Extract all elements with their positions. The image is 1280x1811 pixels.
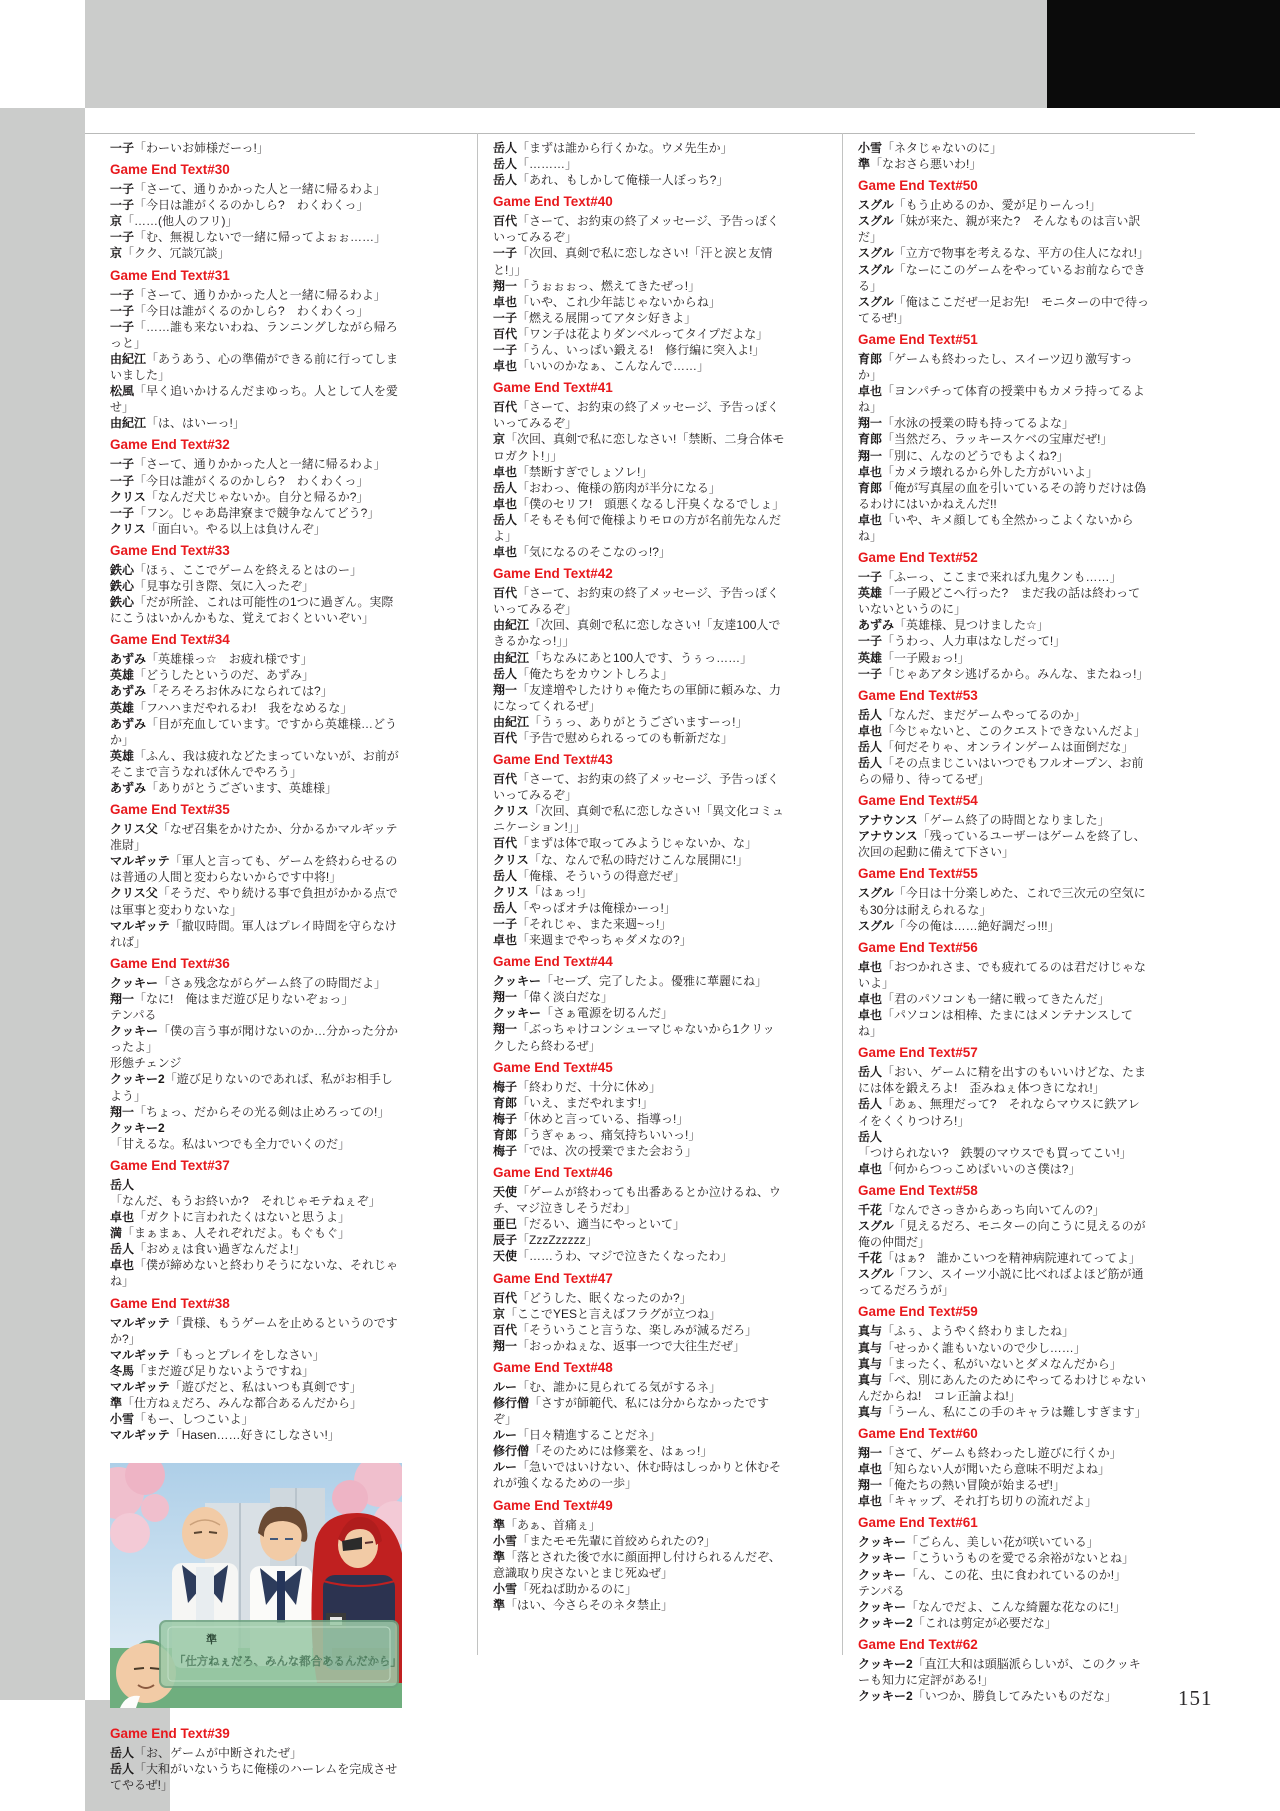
dialogue-line: 由紀江「次回、真剣で私に恋しなさい!「友達100人できるかなっ!」」	[493, 618, 781, 649]
dialogue-line: 京「次回、真剣で私に恋しなさい!「禁断、二身合体モロガクト!」」	[493, 432, 785, 463]
dialogue-line: クリス「なんだ犬じゃないか。自分と帰るか?」	[110, 489, 369, 504]
dialogue-line: 卓也「君のパソコンも一緒に戦ってきたんだ」	[858, 991, 1110, 1006]
dialogue-line: スグル「フン、スイーツ小説に比べればよほど筋が通ってるだろうが」	[858, 1267, 1144, 1298]
dialogue-line: 翔一「水泳の授業の時も持ってるよな」	[858, 416, 1075, 431]
entry-header: Game End Text#40	[493, 194, 613, 210]
dialogue-line: 翔一「俺たちの熱い冒険が始まるぜ!」	[858, 1478, 1065, 1493]
dialogue-line: クッキー「ごらん、美しい花が咲いている」	[858, 1535, 1099, 1550]
dialogue-line: クリス「はぁっ!」	[493, 884, 593, 899]
dialogue-line: クッキー2「いつか、勝負してみたいものだな」	[858, 1689, 1117, 1704]
dialogue-line: 梅子「終わりだ、十分に休め」	[493, 1079, 662, 1094]
dialogue-line: 由紀江「ちなみにあと100人です、うぅっ……」	[493, 650, 753, 665]
dialogue-line: 卓也「パソコンは相棒、たまにはメンテナンスしてね」	[858, 1008, 1133, 1039]
dialogue-line: スグル「今日は十分楽しめた、これで三次元の空気にも30分は耐えられるな」	[858, 886, 1146, 917]
entry-header: Game End Text#52	[858, 550, 978, 566]
dialogue-line: 一子「今日は誰がくるのかしら? わくわくっ」	[110, 303, 369, 318]
dialogue-line: 一子「次回、真剣で私に恋しなさい!「汗と涙と友情と!」」	[493, 246, 773, 277]
dialogue-line: あずみ「英雄様っ☆ お疲れ様です」	[110, 652, 313, 667]
text-column-3	[858, 140, 1150, 1704]
dialogue-line: クッキー2「甘えるな。私はいつでも全力でいくのだ」	[110, 1120, 351, 1151]
dialogue-line: クッキー「僕の言う事が聞けないのか…分かった分かったよ」	[110, 1024, 399, 1055]
entry-header: Game End Text#43	[493, 752, 613, 768]
page-margin-left	[0, 108, 85, 1700]
dialogue-line: 英雄「フハハまだやれるわ! 我をなめるな」	[110, 700, 353, 715]
entry-header: Game End Text#33	[110, 542, 230, 558]
dialogue-line: クッキー「さぁ電源を切るんだ」	[493, 1006, 674, 1021]
dialogue-line: 育郎「いえ、まだやれます!」	[493, 1095, 654, 1110]
entry-header: Game End Text#31	[110, 267, 230, 283]
entry-header: Game End Text#39	[110, 1726, 230, 1742]
dialogue-line: 英雄「一子殿どこへ行った? まだ我の話は終わっていないというのに」	[858, 586, 1141, 617]
column-divider	[477, 133, 478, 1655]
dialogue-line: 京「……(他人のフリ)」	[110, 214, 238, 229]
dialogue-line: 卓也「僕が締めないと終わりそうにないな、それじゃね」	[110, 1258, 399, 1289]
dialogue-line: あずみ「そろそろお休みになられては?」	[110, 684, 333, 699]
dialogue-line: 亜巳「だるい、適当にやっといて」	[493, 1217, 686, 1232]
dialogue-line: 一子「……誰も来ないわね、ランニングしながら帰ろっと」	[110, 319, 398, 350]
dialog-text: 「仕方ねぇだろ、みんな都合あるんだから」	[174, 1656, 402, 1669]
dialogue-line: 育郎「俺が写真屋の血を引いているその誇りだけは偽るわけにはいかねえんだ!!	[858, 480, 1147, 511]
dialogue-line: 翔一「なに! 俺はまだ遊び足りないぞぉっ」	[110, 991, 354, 1006]
dialogue-line: クッキー2「直江大和は頭脳派らしいが、このクッキーも知力に定評がある!」	[858, 1656, 1141, 1688]
dialogue-line: 百代「予告で慰められるってのも斬新だな」	[493, 731, 734, 745]
dialogue-line: アナウンス「残っているユーザーはゲームを終了し、次回の起動に備えて下さい」	[858, 829, 1146, 860]
dialogue-line: 卓也「いや、これ少年誌じゃないからね」	[493, 294, 721, 309]
dialogue-line: 真与「ふぅ、ようやく終わりましたね」	[858, 1324, 1075, 1339]
dialogue-line: 岳人「なんだ、もうお終いか? それじゃモテねぇぞ」	[110, 1177, 381, 1208]
dialogue-line: 卓也「キャップ、それ打ち切りの流れだよ」	[858, 1494, 1098, 1509]
dialogue-line: クッキー「さぁ残念ながらゲーム終了の時間だよ」	[110, 975, 387, 990]
dialogue-line: 一子「フン。じゃあ島津寮まで競争なんてどう?」	[110, 505, 380, 520]
dialogue-line: 一子「今日は誰がくるのかしら? わくわくっ」	[110, 473, 369, 488]
dialogue-line: 梅子「では、次の授業でまた会おう」	[493, 1143, 698, 1158]
dialogue-line: 由紀江「あうあう、心の準備ができる前に行ってしまいました」	[110, 351, 399, 383]
dialogue-line: 真与「うーん、私にこの手のキャラは難しすぎます」	[858, 1404, 1147, 1419]
dialogue-line: スグル「なーにこのゲームをやっているお前ならできる」	[858, 262, 1146, 293]
dialogue-line: 由紀江「うぅっ、ありがとうございますーっ!」	[493, 714, 748, 729]
dialogue-line: 千花「なんでさっきからあっち向いてんの?」	[858, 1202, 1105, 1217]
entry-header: Game End Text#44	[493, 954, 613, 970]
dialogue-line: クッキー「ん、この花、虫に食われているのか!」	[858, 1567, 1127, 1582]
entry-header: Game End Text#32	[110, 437, 230, 453]
dialogue-line: 一子「それじゃ、また来週~っ!」	[493, 916, 672, 931]
dialogue-line: 百代「ワン子は花よりダンベルってタイプだよな」	[493, 326, 769, 341]
dialogue-line: クッキー「セーブ、完了したよ。優雅に華麗にね」	[493, 974, 767, 989]
dialogue-line: あずみ「目が充血しています。ですから英雄様…どうか」	[110, 716, 398, 747]
dialogue-line: 岳人「何だそりゃ、オンラインゲームは面倒だな」	[858, 739, 1134, 754]
dialogue-line: 一子「うわっ、人力車はなしだって!」	[858, 634, 1066, 649]
dialogue-line: 百代「どうした、眠くなったのか?」	[493, 1290, 692, 1305]
entry-header: Game End Text#60	[858, 1426, 978, 1441]
entry-header: Game End Text#36	[110, 955, 230, 971]
dialogue-line: 京「クク、冗談冗談」	[110, 246, 230, 261]
page-number: 151	[1178, 1686, 1213, 1710]
narration-line: テンパる	[110, 1008, 157, 1023]
dialogue-line: 百代「まずは体で取ってみようじゃないか、な」	[493, 836, 758, 851]
dialogue-line: 翔一「別に、んなのどうでもよくね?」	[858, 448, 1069, 463]
dialogue-line: 由紀江「は、はいーっ!」	[110, 416, 245, 431]
dialogue-line: 一子「さーて、通りかかった人と一緒に帰るわよ」	[110, 287, 386, 302]
dialogue-line: 鉄心「だが所詮、これは可能性の1つに過ぎん。実際にこうはいかんかもな、覚えておくといいぞい」	[110, 595, 394, 626]
dialogue-line: 小雪「またモモ先輩に首絞められたの?」	[493, 1533, 716, 1548]
dialogue-line: 一子「燃える展開ってアタシ好きよ」	[493, 310, 697, 325]
dialogue-line: 翔一「うぉぉぉっ、燃えてきたぜっ!」	[493, 278, 701, 293]
dialogue-line: 梅子「休めと言っている、指導っ!」	[493, 1111, 689, 1126]
dialogue-line: 岳人「その点まじこいはいつでもフルオープン、お前らの帰り、待ってるぜ」	[858, 756, 1144, 787]
dialogue-line: 鉄心「ほぅ、ここでゲームを終えるとはのー」	[110, 562, 363, 577]
dialogue-line: 天使「ゲームが終わっても出番あるとか泣けるね、ウチ、マジ泣きしそうだわ」	[493, 1185, 781, 1216]
dialogue-line: 岳人「あれ、もしかして俺様一人ぼっち?」	[493, 173, 729, 188]
dialogue-line: アナウンス「ゲーム終了の時間となりました」	[858, 813, 1110, 828]
dialogue-line: クリス父「そうだ、やり続ける事で負担がかかる点では軍事と変わりないな」	[110, 886, 398, 917]
entry-header: Game End Text#50	[858, 178, 978, 194]
entry-header: Game End Text#34	[110, 632, 230, 648]
dialogue-line: 岳人「そもそも何で俺様よりモロの方が名前先なんだよ」	[493, 512, 782, 543]
text-column-1	[110, 140, 402, 1794]
dialogue-line: 準「はい、今さらそのネタ禁止」	[493, 1598, 674, 1613]
dialogue-line: クッキー2「これは剪定が必要だな」	[858, 1615, 1057, 1630]
dialogue-line: 準「なおさら悪いわ!」	[858, 157, 982, 172]
entry-header: Game End Text#56	[858, 939, 978, 955]
dialogue-line: 育郎「当然だろ、ラッキースケベの宝庫だぜ!」	[858, 432, 1113, 447]
dialogue-line: 翔一「友達増やしたけりゃ俺たちの軍師に頼みな、力になってくれるぜ」	[493, 682, 782, 713]
dialogue-line: 小雪「もー、しつこいよ」	[110, 1412, 254, 1427]
dialogue-line: 一子「む、無視しないで一緒に帰ってよぉぉ……」	[110, 230, 387, 245]
dialogue-line: クッキー「こういうものを愛でる余裕がないとね」	[858, 1551, 1135, 1566]
dialogue-line: 卓也「何からつっこめばいいのさ僕は?」	[858, 1161, 1081, 1176]
entry-header: Game End Text#48	[493, 1359, 613, 1375]
entry-header: Game End Text#42	[493, 566, 613, 582]
dialogue-line: 真与「まったく、私がいないとダメなんだから」	[858, 1356, 1122, 1371]
dialogue-line: 岳人「つけられない? 鉄製のマウスでも買ってこい!」	[858, 1129, 1132, 1160]
dialogue-line: 卓也「今じゃないと、このクエストできないんだよ」	[858, 723, 1146, 738]
dialog-speaker: 準	[206, 1634, 217, 1647]
dialogue-line: 岳人「あぁ、無理だって? それならマウスに鉄アレイをくくりつけろ!」	[858, 1097, 1140, 1128]
dialogue-line: 岳人「おめぇは食い過ぎなんだよ!」	[110, 1242, 306, 1257]
dialogue-line: 真与「せっかく誰もいないので少し……」	[858, 1340, 1086, 1355]
dialogue-line: 卓也「知らない人が聞いたら意味不明だよね」	[858, 1462, 1111, 1477]
dialogue-line: 冬馬「まだ遊び足りないようですね」	[110, 1363, 315, 1378]
dialogue-line: 百代「さーて、お約束の終了メッセージ、予告っぽくいってみるぞ」	[493, 772, 780, 803]
dialogue-line: 岳人「お、ゲームが中断されたぜ」	[110, 1746, 303, 1761]
content-top-rule	[85, 133, 1195, 134]
dialogue-line: 卓也「おつかれさま、でも疲れてるのは君だけじゃないよ」	[858, 959, 1146, 990]
dialogue-box	[160, 1621, 402, 1687]
dialogue-line: 翔一「ぶっちゃけコンシューマじゃないから1クリックしたら終わるぜ」	[493, 1022, 775, 1053]
dialogue-line: スグル「今の俺は……絶好調だっ!!!」	[858, 918, 1060, 933]
dialogue-line: あずみ「英雄様、見つけました☆」	[858, 618, 1049, 633]
dialogue-line: 卓也「僕のセリフ! 頭悪くなるし汗臭くなるでしょ」	[493, 496, 785, 511]
dialogue-line: 翔一「偉く淡白だな」	[493, 990, 614, 1005]
dialogue-line: 松風「早く追いかけるんだまゆっち。人として人を愛せ」	[110, 384, 398, 415]
dialogue-line: ルー「む、誰かに見られてる気がするネ」	[493, 1379, 722, 1394]
entry-header: Game End Text#49	[493, 1497, 613, 1513]
dialogue-line: ルー「急いではいけない、休む時はしっかりと休むそれが強くなるための一歩」	[493, 1460, 782, 1491]
dialogue-line: スグル「俺はここだぜ一足お先! モニターの中で待ってるぜ!」	[858, 294, 1149, 325]
entry-header: Game End Text#61	[858, 1515, 978, 1531]
dialogue-line: 卓也「ガクトに言われたくはないと思うよ」	[110, 1210, 351, 1225]
dialogue-line: あずみ「ありがとうございます、英雄様」	[110, 781, 338, 795]
dialogue-line: 百代「さーて、お約束の終了メッセージ、予告っぽくいってみるぞ」	[493, 214, 780, 245]
game-screenshot	[110, 1463, 402, 1708]
dialogue-line: マルギッテ「遊びだと、私はいつも真剣です」	[110, 1379, 362, 1394]
entry-header: Game End Text#47	[493, 1270, 613, 1286]
dialogue-line: スグル「もう止めるのか、愛が足りーんっ!」	[858, 198, 1101, 213]
entry-header: Game End Text#30	[110, 162, 230, 178]
dialogue-line: クッキー「なんでだよ、こんな綺麗な花なのに!」	[858, 1599, 1126, 1614]
dialogue-line: 卓也「ヨンパチって体育の授業中もカメラ持ってるよね」	[858, 384, 1145, 415]
dialogue-line: 育郎「うぎゃぁっ、痛気持ちいいっ!」	[493, 1127, 701, 1142]
entry-header: Game End Text#37	[110, 1157, 230, 1173]
dialogue-line: クッキー2「遊び足りないのであれば、私がお相手しよう」	[110, 1072, 393, 1103]
dialogue-line: 真与「べ、別にあんたのためにやってるわけじゃないんだからね! コレ正論よね!」	[858, 1372, 1147, 1403]
dialogue-line: 岳人「………」	[493, 157, 578, 172]
dialogue-line: 卓也「いや、キメ顔しても全然かっこよくないからね」	[858, 512, 1134, 543]
dialogue-line: 翔一「さて、ゲームも終わったし遊びに行くか」	[858, 1446, 1122, 1460]
entry-header: Game End Text#54	[858, 793, 978, 809]
text-column-2	[493, 140, 785, 1613]
page-margin-top	[85, 0, 1047, 108]
dialogue-line: 一子「さーて、通りかかった人と一緒に帰るわよ」	[110, 182, 386, 197]
dialogue-line: マルギッテ「軍人と言っても、ゲームを終わらせるのは普通の人間と変わらないからです中将!」	[110, 854, 398, 885]
dialogue-line: 岳人「やっぱオチは俺様かーっ!」	[493, 900, 676, 915]
dialogue-line: 育郎「ゲームも終わったし、スイーツ辺り激写すっか」	[858, 351, 1133, 383]
dialogue-line: 卓也「カメラ壊れるから外した方がいいよ」	[858, 464, 1099, 479]
dialogue-line: マルギッテ「撤収時間。軍人はプレイ時間を守らなければ」	[110, 918, 397, 949]
dialogue-line: マルギッテ「もっとプレイをしなさい」	[110, 1347, 325, 1362]
dialogue-line: 一子「今日は誰がくるのかしら? わくわくっ」	[110, 198, 369, 213]
dialogue-line: 翔一「ちょっ、だからその光る剣は止めろっての!」	[110, 1104, 390, 1119]
dialogue-line: 修行僧「さすが師範代、私には分からなかったですぞ」	[493, 1396, 770, 1427]
dialogue-line: 修行僧「そのためには修業を、はぁっ!」	[493, 1444, 713, 1459]
dialogue-line: 小雪「死ねば助かるのに」	[493, 1581, 638, 1596]
narration-line: テンパる	[858, 1583, 905, 1598]
entry-header: Game End Text#51	[858, 331, 978, 347]
dialogue-line: 鉄心「見事な引き際、気に入ったぞ」	[110, 578, 315, 593]
dialogue-line: クリス「次回、真剣で私に恋しなさい!「異文化コミュニケーション!」」	[493, 804, 784, 835]
dialogue-line: 岳人「まずは誰から行くかな。ウメ先生か」	[493, 141, 733, 155]
entry-header: Game End Text#45	[493, 1059, 613, 1075]
dialogue-line: 準「落とされた後で水に顔面押し付けられるんだぞ、意識取り戻さないとまじ死ぬぜ」	[493, 1549, 781, 1580]
entry-header: Game End Text#35	[110, 802, 230, 818]
dialogue-line: 百代「さーて、お約束の終了メッセージ、予告っぽくいってみるぞ」	[493, 586, 780, 617]
dialogue-line: 卓也「気になるのそこなのっ!?」	[493, 545, 671, 560]
dialogue-line: 岳人「おわっ、俺様の筋肉が半分になる」	[493, 480, 721, 495]
dialogue-line: 卓也「来週までやっちゃダメなの?」	[493, 933, 692, 948]
dialogue-line: 岳人「おい、ゲームに精を出すのもいいけどな、たまには体を鍛えろよ! 歪みねぇ体つきになれ!」	[858, 1065, 1147, 1096]
dialogue-line: スグル「立方で物事を考えるな、平方の住人になれ!」	[858, 246, 1149, 261]
entry-header: Game End Text#57	[858, 1045, 978, 1061]
dialogue-line: 京「ここでYESと言えばフラグが立つね」	[493, 1306, 722, 1321]
dialogue-line: マルギッテ「Hasen……好きにしなさい!」	[110, 1428, 340, 1443]
dialogue-line: クリス「な、なんで私の時だけこんな展開に!」	[493, 852, 749, 867]
entry-header: Game End Text#53	[858, 687, 978, 703]
entry-header: Game End Text#55	[858, 866, 978, 882]
page-corner-black	[1047, 0, 1280, 108]
entry-header: Game End Text#58	[858, 1182, 978, 1198]
dialogue-line: 翔一「おっかねぇな、返事一つで大往生だぜ」	[493, 1338, 746, 1353]
column-divider	[842, 133, 843, 1655]
dialogue-line: 卓也「禁断すぎでしょソレ!」	[493, 464, 653, 479]
dialogue-line: 岳人「俺たちをカウントしろよ」	[493, 666, 674, 681]
dialogue-line: 岳人「大和がいないうちに俺様のハーレムを完成させてやるぜ!」	[110, 1762, 398, 1793]
dialogue-line: 満「まぁまぁ、人それぞれだよ。もぐもぐ」	[110, 1226, 351, 1241]
dialogue-line: 天使「……うわ、マジで泣きたくなったわ」	[493, 1249, 733, 1264]
entry-header: Game End Text#46	[493, 1165, 613, 1181]
dialogue-line: 準「仕方ねぇだろ、みんな都合あるんだから」	[110, 1396, 363, 1410]
dialogue-line: 岳人「なんだ、まだゲームやってるのか」	[858, 707, 1087, 722]
dialogue-line: マルギッテ「貴様、もうゲームを止めるというのですか?」	[110, 1315, 398, 1346]
dialogue-line: 英雄「一子殿ぉっ!」	[858, 650, 970, 665]
dialogue-line: 一子「じゃあアタシ逃げるから。みんな、またねっ!」	[858, 666, 1149, 681]
dialogue-line: 辰子「ZzzZzzzzz」	[493, 1233, 598, 1248]
dialogue-line: 英雄「どうしたというのだ、あずみ」	[110, 668, 315, 683]
dialogue-line: 卓也「いいのかなぁ、こんなんで……」	[493, 359, 710, 374]
dialogue-line: 百代「さーて、お約束の終了メッセージ、予告っぽくいってみるぞ」	[493, 400, 780, 431]
narration-line: 形態チェンジ	[110, 1056, 182, 1071]
dialogue-line: 千花「はぁ? 誰かこいつを精神病院連れてってよ」	[858, 1251, 1141, 1266]
dialogue-line: ルー「日々精進することだネ」	[493, 1428, 662, 1443]
dialogue-line: クリス「面白い。やる以上は負けんぞ」	[110, 521, 326, 536]
dialogue-line: スグル「見えるだろ、モニターの向こうに見えるのが俺の仲間だ」	[858, 1218, 1146, 1250]
dialogue-line: スグル「妹が来た、親が来た? そんなものは言い訳だ」	[858, 214, 1141, 245]
dialogue-line: 一子「さーて、通りかかった人と一緒に帰るわよ」	[110, 457, 386, 472]
entry-header: Game End Text#59	[858, 1304, 978, 1320]
dialogue-line: 英雄「ふん、我は疲れなどたまっていないが、お前がそこまで言うなれば休んでやろう」	[110, 748, 399, 779]
dialogue-line: 一子「わーいお姉様だーっ!」	[110, 141, 269, 155]
dialogue-line: 準「あぁ、首痛ぇ」	[493, 1517, 601, 1532]
dialogue-line: 小雪「ネタじゃないのに」	[858, 141, 1003, 155]
dialogue-line: 岳人「俺様、そういうの得意だぜ」	[493, 868, 686, 883]
dialogue-line: 一子「うん、いっぱい鍛える! 修行編に突入よ!」	[493, 343, 765, 358]
entry-header: Game End Text#41	[493, 380, 613, 396]
entry-header: Game End Text#62	[858, 1636, 978, 1652]
dialogue-line: 一子「ふーっ、ここまで来れば九鬼クンも……」	[858, 570, 1122, 585]
dialogue-line: 百代「そういうこと言うな、楽しみが減るだろ」	[493, 1322, 758, 1337]
dialogue-line: クリス父「なぜ召集をかけたか、分かるかマルギッテ准尉」	[110, 822, 398, 853]
entry-header: Game End Text#38	[110, 1295, 230, 1311]
